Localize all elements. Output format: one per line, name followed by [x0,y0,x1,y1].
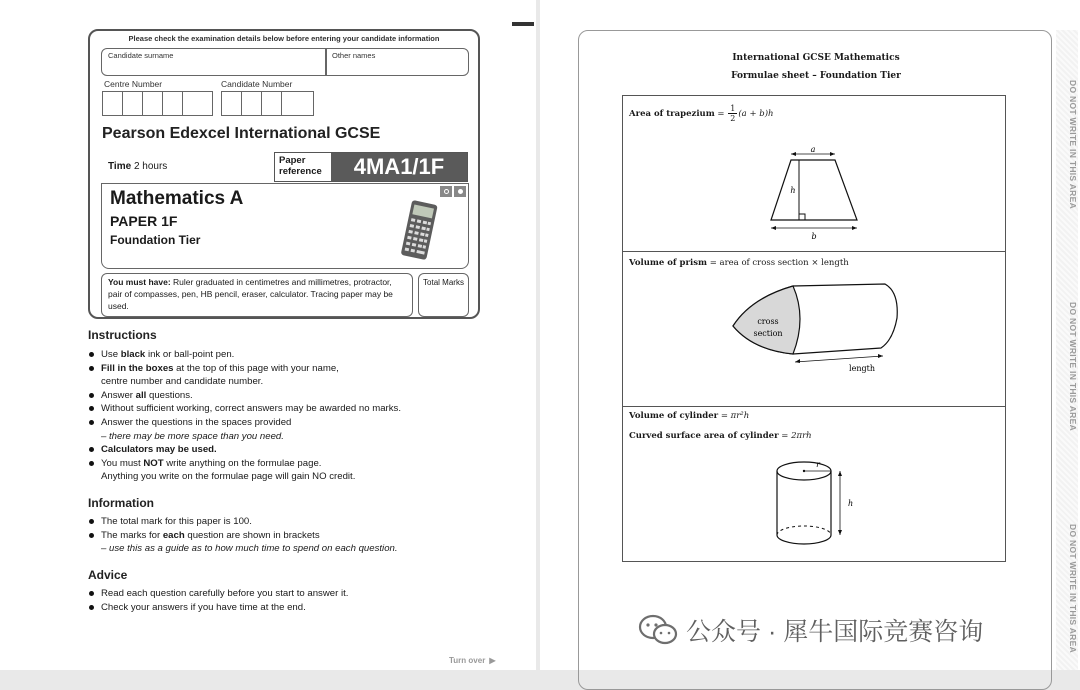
equipment-box: You must have: Ruler graduated in centimetres and millimetres, protractor, pair of compasses, pen, HB pencil, eraser, calculator. Tracing paper may be used. [101,273,413,317]
trapezium-b-label: b [811,232,817,241]
cross-section-label-2: section [753,329,783,338]
arrow-right-icon: ▶ [489,656,496,665]
turn-over: Turn over ▶ [449,656,496,665]
trapezium-diagram [763,146,873,242]
do-not-write-label: DO NOT WRITE IN THIS AREA [1068,80,1078,210]
prism-formula: Volume of prism = area of cross section × length [629,258,849,268]
formula-table [622,95,1006,562]
trapezium-section [623,96,1005,252]
name-fields [101,48,469,76]
list-item: Fill in the boxes at the top of this page with your name, centre number and candidate number. [88,362,401,389]
circle-empty-icon [440,186,452,197]
cylinder-section [623,407,1005,563]
candidate-number-label: Candidate Number [221,79,293,89]
prism-section [623,252,1005,407]
do-not-write-label: DO NOT WRITE IN THIS AREA [1068,302,1078,432]
advice-heading: Advice [88,568,128,582]
total-marks-box: Total Marks [418,273,469,317]
trapezium-h-label: h [790,186,796,195]
formulae-subtitle: Formulae sheet – Foundation Tier [731,71,901,81]
list-item: Check your answers if you have time at the end. [88,601,348,615]
page-edge-mark [512,22,534,26]
subject-box [101,183,469,269]
cylinder-volume-formula: Volume of cylinder = πr²h [629,411,750,421]
paper-number: PAPER 1F [110,213,178,229]
list-item: Without sufficient working, correct answers may be awarded no marks. [88,402,401,416]
cross-section-label-1: cross [757,317,779,326]
cylinder-curved-formula: Curved surface area of cylinder = 2πrh [629,431,812,441]
cylinder-r-label: r [816,460,820,469]
prism-diagram [723,278,913,378]
instructions-heading: Instructions [88,328,157,342]
trapezium-formula: Area of trapezium = $\frac{1}{2}$ (a + b)h [629,104,774,123]
advice-list [88,587,348,614]
list-item: You must NOT write anything on the formulae page. Anything you write on the formulae page will gain NO credit. [88,457,401,484]
toggle-icons [440,186,466,197]
formulae-title: International GCSE Mathematics [732,53,900,63]
trapezium-a-label: a [810,146,816,154]
exam-board: Pearson Edexcel International GCSE [102,125,381,142]
name-divider [325,49,327,75]
information-list [88,515,398,556]
other-names-label: Other names [332,51,376,60]
list-item: Calculators may be used. [88,443,401,457]
do-not-write-label: DO NOT WRITE IN THIS AREA [1068,524,1078,654]
list-item: Read each question carefully before you start to answer it. [88,587,348,601]
wechat-icon [638,614,678,646]
circle-filled-icon [454,186,466,197]
tier-label: Foundation Tier [110,233,201,247]
exam-cover-page [0,0,536,670]
list-item: The marks for each question are shown in brackets – use this as a guide as to how much time to spend on each question. [88,529,398,556]
paper-reference [274,152,468,182]
surname-label: Candidate surname [108,51,174,60]
time-allowed: Time 2 hours [108,161,168,172]
watermark-text: 公众号 · 犀牛国际竞赛咨询 [686,618,984,646]
list-item: Answer all questions. [88,389,401,403]
margin-strip [1056,30,1078,670]
prism-length-label: length [849,364,875,373]
centre-number-label: Centre Number [104,79,163,89]
information-heading: Information [88,496,154,510]
cover-note: Please check the examination details below before entering your candidate information [128,34,440,43]
candidate-details-box [88,29,480,319]
cylinder-diagram [768,453,868,557]
paper-reference-label: Paper reference [279,155,322,177]
paper-reference-code: 4MA1/1F [331,153,467,181]
watermark [638,612,983,648]
list-item: Use black ink or ball-point pen. [88,348,401,362]
list-item: The total mark for this paper is 100. [88,515,398,529]
cylinder-h-label: h [848,499,854,508]
subject-title: Mathematics A [110,188,244,209]
candidate-number-boxes [221,91,314,116]
list-item: Answer the questions in the spaces provided – there may be more space than you need. [88,416,401,443]
centre-number-boxes [102,91,213,116]
instructions-list [88,348,401,484]
calculator-icon [398,200,440,262]
